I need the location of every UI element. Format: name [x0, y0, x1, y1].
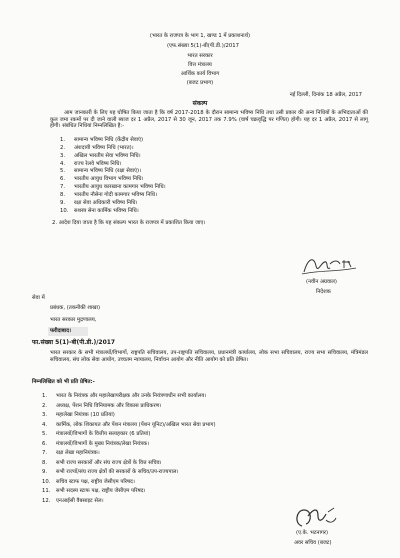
list-item: [60, 137, 166, 145]
list-item-number: 9.: [60, 199, 66, 206]
addressee-line-3: फरीदाबाद।: [50, 328, 72, 334]
government-name: भारत सरकार: [187, 53, 213, 59]
list-item-text: सभी राज्यों/संघ राज्य क्षेत्रों की सरकारों के सचिव/उप-राज्यपाल।: [56, 469, 179, 476]
gazette-line: (भारत के राजपत्र के भाग 1, खण्ड 1 में प्रकाशनार्थ): [149, 33, 251, 39]
list-item-text: रक्षा सेवा अधिकारी भविष्य निधि।: [74, 199, 138, 206]
list-item-number: 7.: [60, 184, 66, 191]
list-item-text: भारतीय आयुध कारखाना कामगार भविष्य निधि।: [74, 184, 166, 191]
list-item-number: 9.: [42, 469, 48, 476]
file-number: (एफ.संख्या 5(1)-बी(पी.डी.)/2017: [166, 43, 240, 49]
list-item: [42, 411, 216, 421]
list-item: [42, 497, 216, 507]
list-item-number: 6.: [42, 440, 48, 447]
list-item: [42, 392, 216, 402]
list-item-number: 6.: [60, 176, 66, 183]
signatory-name: (ए.के. भटनागर): [296, 530, 329, 536]
list-item-number: 5.: [60, 168, 66, 175]
list-item: [42, 421, 216, 431]
list-item-text: सशस्त्र सेना कार्मिक भविष्य निधि।: [74, 207, 139, 214]
list-item-number: 2.: [42, 402, 48, 409]
list-item-text: मंत्रालयों/विभागों के वित्तीय सलाहकार (6 प्रतियां): [56, 431, 151, 438]
list-item-number: 12.: [42, 498, 51, 505]
list-item-text: रक्षा लेखा महानियंत्रक।: [56, 450, 100, 457]
copy-file-number: फा.संख्या 5(1)-बी(पी.डी.)/2017: [32, 339, 116, 346]
resolution-title: संकल्प: [192, 100, 208, 107]
list-item: [42, 440, 216, 450]
list-item-text: मंत्रालयों/विभागों के मुख्य नियंत्रक/लेखा नियंत्रक।: [56, 440, 150, 447]
fund-list: [60, 137, 166, 215]
list-item-number: 1.: [60, 137, 66, 143]
list-item-number: 4.: [42, 421, 48, 428]
list-item-number: 8.: [60, 191, 66, 198]
list-item: [60, 208, 166, 216]
list-item-number: 2.: [60, 144, 66, 151]
list-item-text: महालेखा नियंत्रक (10 प्रतियां): [56, 412, 115, 419]
copy-heading: निम्नलिखित को भी प्रति प्रेषित:-: [32, 379, 95, 385]
list-item-number: 1.: [42, 393, 48, 399]
division-name: (बजट प्रभाग): [186, 80, 214, 86]
list-item-text: अंशदायी भविष्य निधि (भारत)।: [74, 144, 134, 151]
addressee-line-1: प्रबंधक, (तकनीकी शाखा): [50, 305, 101, 311]
list-item: [42, 459, 216, 469]
list-item-text: अध्यक्ष, पेंशन निधि विनियामक और विकास प्राधिकरण।: [56, 402, 162, 409]
list-item: [60, 200, 166, 208]
list-item: [60, 176, 166, 184]
department-name: आर्थिक कार्य विभाग: [180, 71, 220, 77]
list-item-text: राज्य रेलवे भविष्य निधि।: [74, 160, 122, 167]
list-item-number: 11.: [42, 488, 51, 495]
list-item-number: 3.: [60, 152, 66, 159]
addressee-line-2: भारत सरकार मुद्रणालय,: [50, 317, 97, 323]
list-item: [42, 487, 216, 497]
list-item-text: सामान्य भविष्य निधि (रक्षा सेवाएं)।: [74, 168, 142, 175]
list-item: [42, 478, 216, 488]
list-item-text: सामान्य भविष्य निधि (केंद्रीय सेवाएं): [74, 137, 144, 143]
list-item-number: 4.: [60, 160, 66, 167]
addressee-salutation: सेवा में: [32, 295, 45, 301]
signature-mark: [292, 504, 338, 530]
list-item-number: 3.: [42, 412, 48, 419]
signatory-designation: निदेशक: [316, 289, 331, 295]
list-item: [42, 468, 216, 478]
list-item-text: कार्मिक, लोक शिकायत और पेंशन मंत्रालय (पेंशन यूनिट)/अखिल भारत सेवा प्रभाग): [56, 421, 216, 428]
place-date: नई दिल्ली, दिनांक 18 अप्रैल, 2017: [289, 92, 362, 98]
signatory-designation: अवर सचिव (बजट): [294, 540, 332, 546]
list-item-text: भारतीय नौसेना गोदी कामगार भविष्य निधि।: [74, 191, 157, 198]
publication-order: 2. आदेश दिया जाता है कि यह संकल्प भारत के राजपत्र में प्रकाशित किया जाए।: [52, 220, 206, 226]
list-item-text: सभी सदस्य स्टाफ पक्ष, राष्ट्रीय जेसीएम परिषद।: [56, 488, 146, 495]
list-item: [42, 449, 216, 459]
list-item-number: 5.: [42, 431, 48, 438]
list-item: [60, 153, 166, 161]
signatory-name: (नवीन अग्रवाल): [306, 279, 337, 285]
list-item: [42, 402, 216, 412]
list-item-number: 10.: [42, 478, 51, 485]
resolution-body: आम जानकारी के लिए यह घोषित किया जाता है कि वर्ष 2017-2018 के दौरान सामान्य भविष्य निधि तथा उसी प्रकार की अन्य निधियों के अभिदाताओं की कुल जमा रकमों पर दी जाने वाली ब्याज दर 1 अप्रैल, 2017 से 30 जून, 2017 तक 7.9% (वार्ष चक्रवृद्धि पर गणित) होगी। यह दर 1 अप्रैल, 2017 से लागू होगी। संबंधित निधियां निम्नलिखित है:-: [50, 110, 368, 130]
list-item-text: सभी राज्य सरकारों और संघ राज्य क्षेत्रों के वित्त सचिव।: [56, 459, 162, 466]
list-item-text: भारतीय आयुध विभाग भविष्य निधि।: [74, 176, 144, 183]
list-item-text: भारत के नियंत्रक और महालेखापरीक्षक और उनके नियंत्रणाधीन सभी कार्यालय।: [56, 393, 207, 399]
list-item-number: 8.: [42, 459, 48, 466]
list-item: [42, 430, 216, 440]
ministry-name: वित्त मंत्रालय: [188, 62, 212, 68]
copy-body: भारत सरकार के सभी मंत्रालयों/विभागों, राष्ट्रपति सचिवालय, उप-राष्ट्रपति सचिवालय, प्रधानमंत्री कार्यालय, लोक सभा सचिवालय, राज्य सभा सचिवालय, मंत्रिमंडल सचिवालय, संघ लोक सेवा आयोग, उच्चतम न्यायालय, निर्वाचन आयोग और नीति आयोग को प्रति प्रेषित।: [50, 350, 368, 363]
list-item-text: एनआईसी वैबसाइट सेल।: [56, 498, 104, 505]
copy-list: [42, 392, 216, 507]
list-item: [60, 145, 166, 153]
list-item-number: 7.: [42, 450, 48, 457]
list-item: [60, 192, 166, 200]
signature-mark: [300, 252, 358, 278]
list-item-text: अखिल भारतीय सेवा भविष्य निधि।: [74, 152, 141, 159]
list-item: [60, 184, 166, 192]
list-item-text: सचिव स्टाफ पक्ष, राष्ट्रीय जेसीएम परिषद।: [56, 478, 135, 485]
list-item-number: 10.: [60, 207, 69, 214]
